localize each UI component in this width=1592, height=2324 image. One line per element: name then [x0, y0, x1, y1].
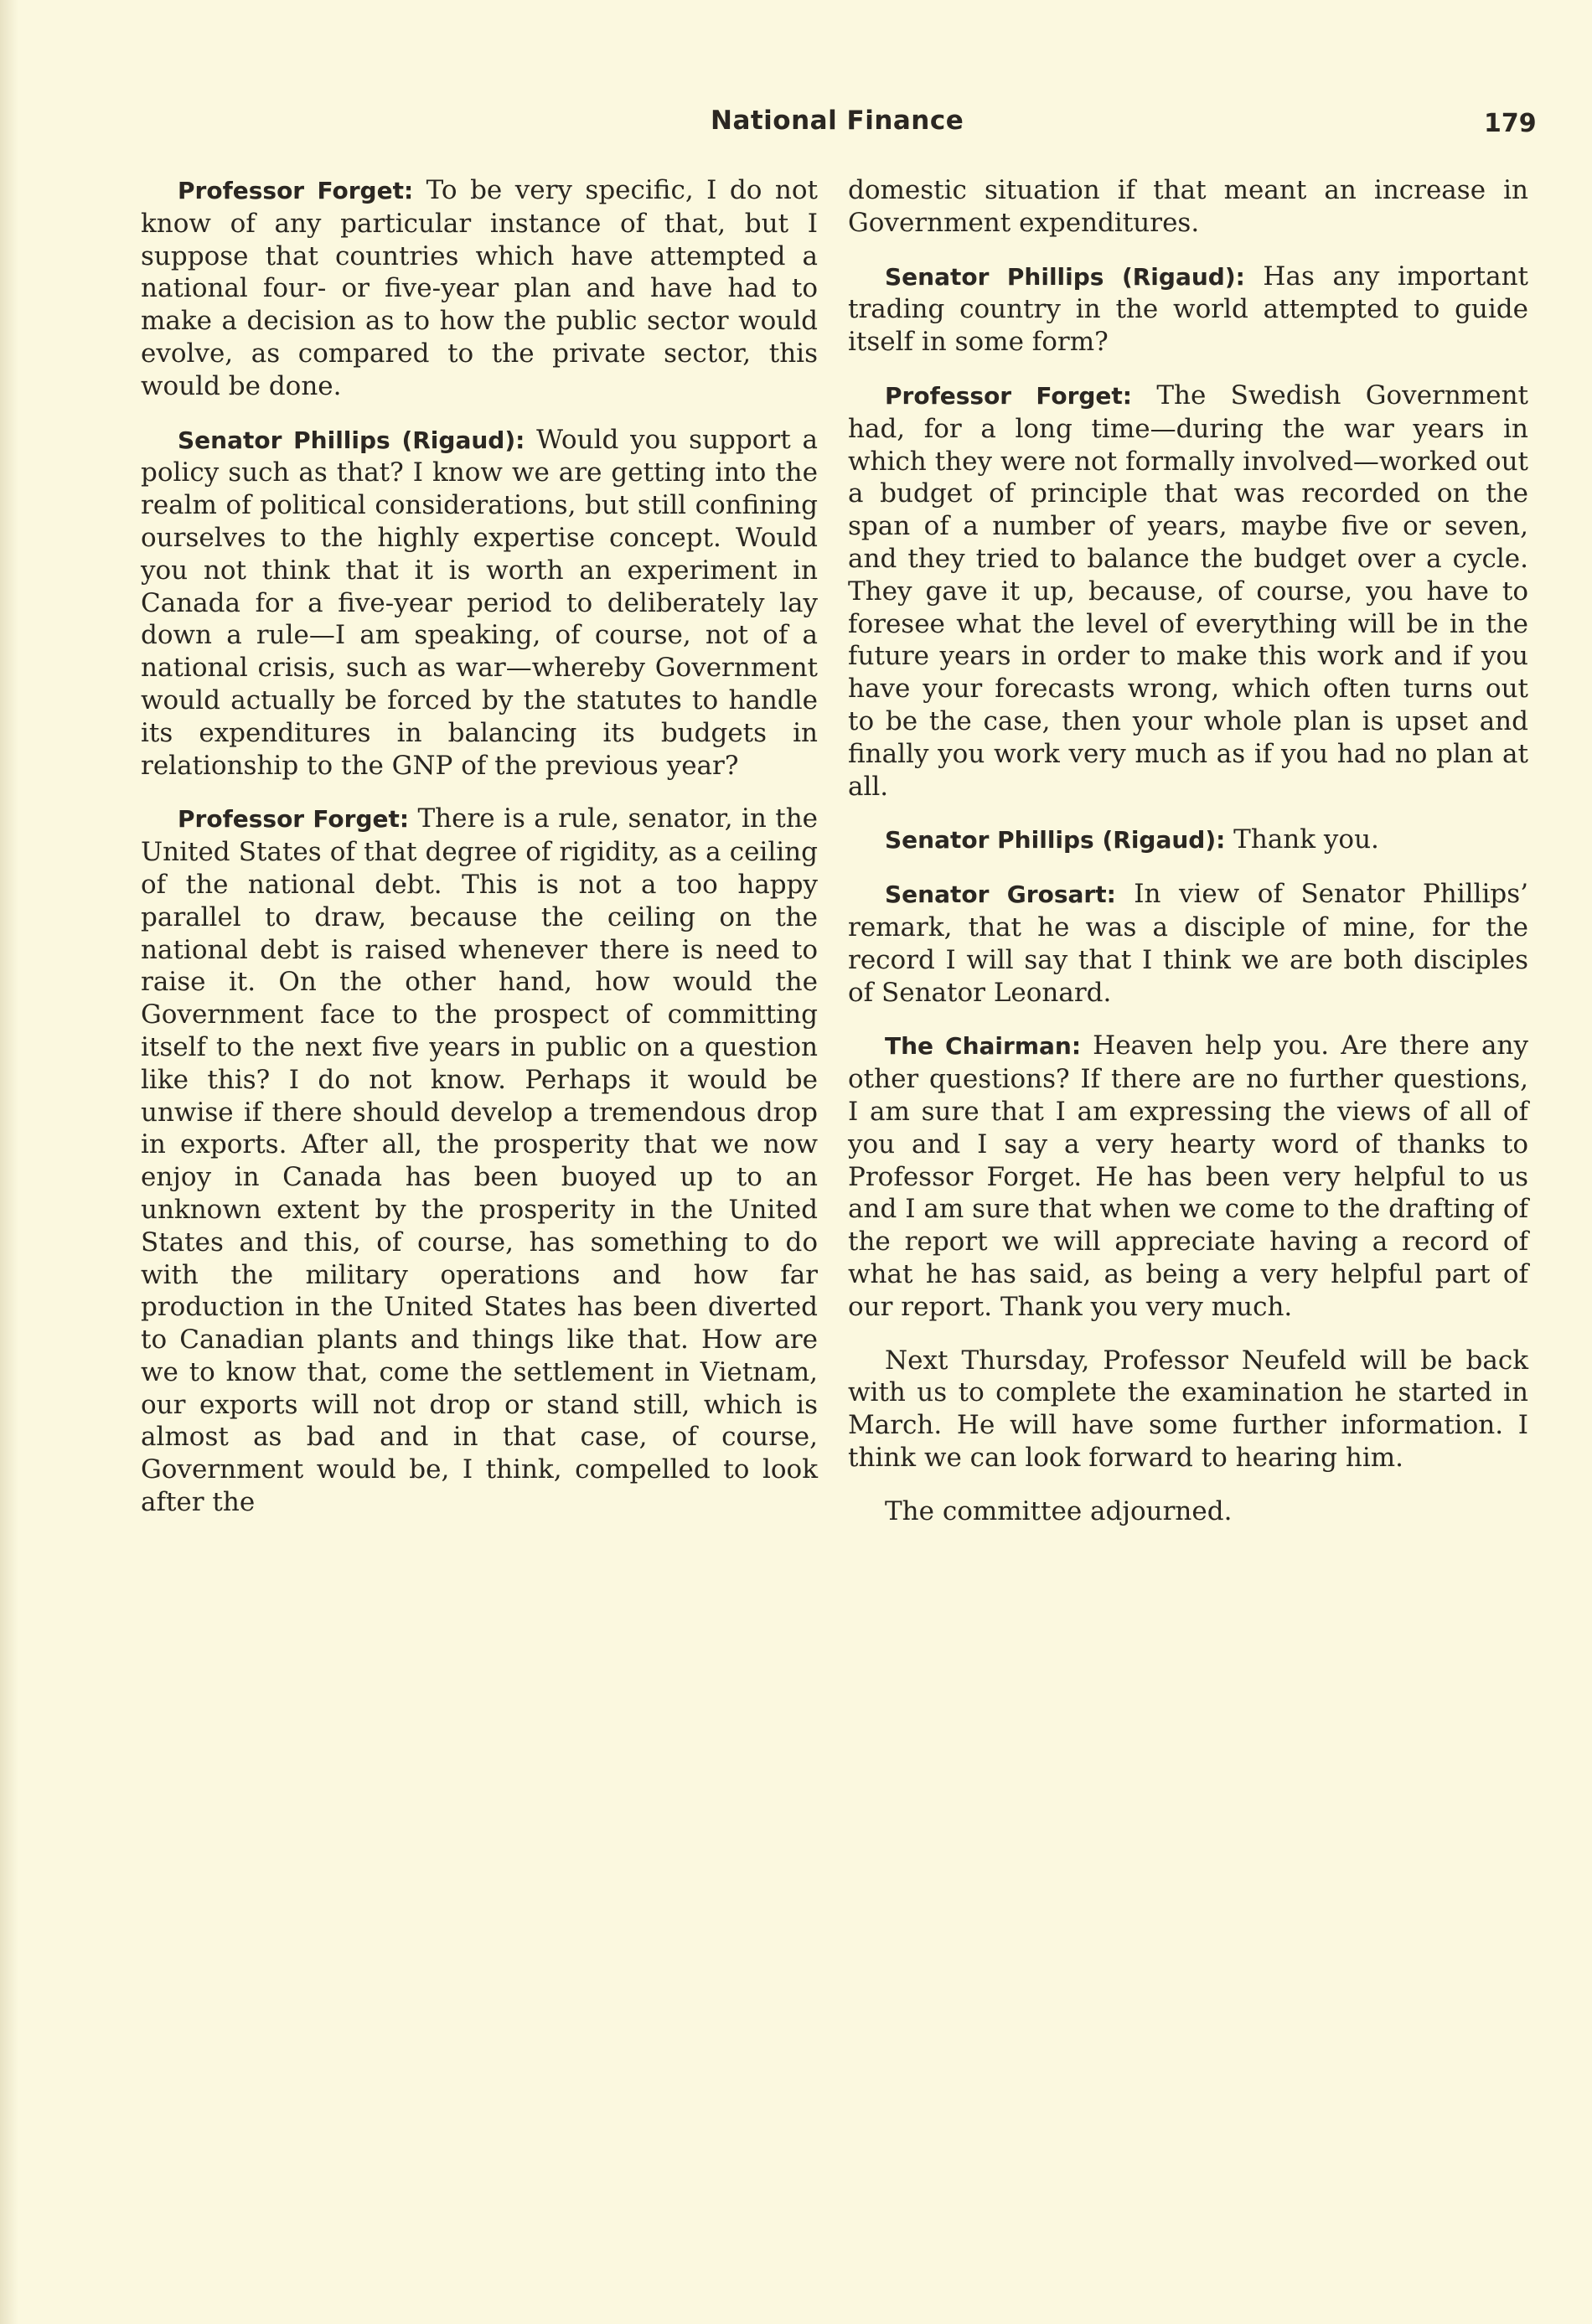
- speech-text: There is a rule, senator, in the United States of that degree of rigidity, as a ceiling of the national debt. This is not a too happy parallel to draw, because the ceiling on the national debt is raised whenever there is need to raise it. On the other hand, how would the Government face to the prospect of committing itself to the next five years in public on a question like this? I do not know. Perhaps it would be unwise if there should develop a tremendous drop in exports. After all, the prosperity that we now enjoy in Canada has been buoyed up to an unknown extent by the prosperity in the United States and this, of course, has something to do with the military operations and how far production in the United States has been diverted to Canadian plants and things like that. How are we to know that, come the settlement in Vietnam, our exports will not drop or stand still, which is almost as bad and in that case, of course, Government would be, I think, compelled to look after the: [141, 803, 819, 1518]
- running-head-title: National Finance: [711, 106, 964, 136]
- speaker-name: Senator Phillips (Rigaud):: [885, 262, 1245, 291]
- page-number: 179: [1484, 109, 1537, 138]
- continued-paragraph: domestic situation if that meant an increase in Government expenditures.: [848, 175, 1528, 238]
- speaker-name: The Chairman:: [885, 1032, 1082, 1061]
- transcript-paragraph: [141, 174, 818, 403]
- adjournment-line: The committee adjourned.: [885, 1495, 1233, 1526]
- speech-text: Has any important trading country in the world attempted to guide itself in some form?: [848, 261, 1529, 358]
- speech-text: The Swedish Government had, for a long time—during the war years in which they were not formally involved—worked out a budget of principle that was recorded on the span of a number of years, maybe five or seven, and they tried to balance the budget over a cycle. They gave it up, because, of course, you have to foresee what the level of everything will be in the future years in order to make this work and if you have your forecasts wrong, which often turns out to be the case, then your whole plan is upset and finally you work very much as if you had no plan at all.: [848, 380, 1528, 802]
- transcript-paragraph: [141, 424, 818, 782]
- page-binding-edge: [0, 0, 18, 2324]
- transcript-paragraph: [848, 1030, 1528, 1323]
- speech-text: In view of Senator Phillips’ remark, that he was a disciple of mine, for the record I will say that I think we are both disciples of Senator Leonard.: [848, 879, 1528, 1008]
- speech-text: To be very specific, I do not know of any particular instance of that, but I suppose that countries which have attempted a national four- or five-year plan and have had to make a decision as to how the public sector would evolve, as compared to the private sector, this would be done.: [141, 175, 818, 401]
- speaker-name: Professor Forget:: [885, 381, 1132, 410]
- speaker-name: Senator Grosart:: [885, 881, 1116, 909]
- right-column: [848, 174, 1528, 1548]
- transcript-paragraph: [848, 380, 1528, 803]
- speaker-name: Professor Forget:: [178, 805, 410, 834]
- speech-text: Would you support a policy such as that? I know we are getting into the realm of political considerations, but still confining ourselves to the highly expertise concept. Would you not think that it is worth an experiment in Canada for a five-year period to deliberately lay down a rule—I am speaking, of course, not of a national crisis, such as war—whereby Government would actually be forced by the statutes to handle its expenditures in balancing its budgets in relationship to the GNP of the previous year?: [141, 424, 818, 781]
- left-column: [141, 174, 818, 1540]
- speaker-name: Professor Forget:: [178, 177, 414, 204]
- transcript-paragraph: [848, 824, 1528, 857]
- transcript-paragraph: [848, 878, 1528, 1009]
- speaker-name: Senator Phillips (Rigaud):: [885, 826, 1226, 855]
- transcript-paragraph: [141, 803, 818, 1519]
- speaker-name: Senator Phillips (Rigaud):: [178, 426, 525, 454]
- speech-text: Thank you.: [1225, 824, 1379, 855]
- transcript-paragraph: [848, 261, 1528, 359]
- announcement-paragraph: Next Thursday, Professor Neufeld will be back with us to complete the examination he started in March. He will have some further information. I think we can look forward to hearing him.: [848, 1345, 1528, 1473]
- speech-text: Heaven help you. Are there any other questions? If there are no further questions, I am sure that I am expressing the views of all of you and I say a very hearty word of thanks to Professor Forget. He has been very helpful to us and I am sure that when we come to the drafting of the report we will appreciate having a record of what he has said, as being a very helpful part of our report. Thank you very much.: [848, 1030, 1528, 1322]
